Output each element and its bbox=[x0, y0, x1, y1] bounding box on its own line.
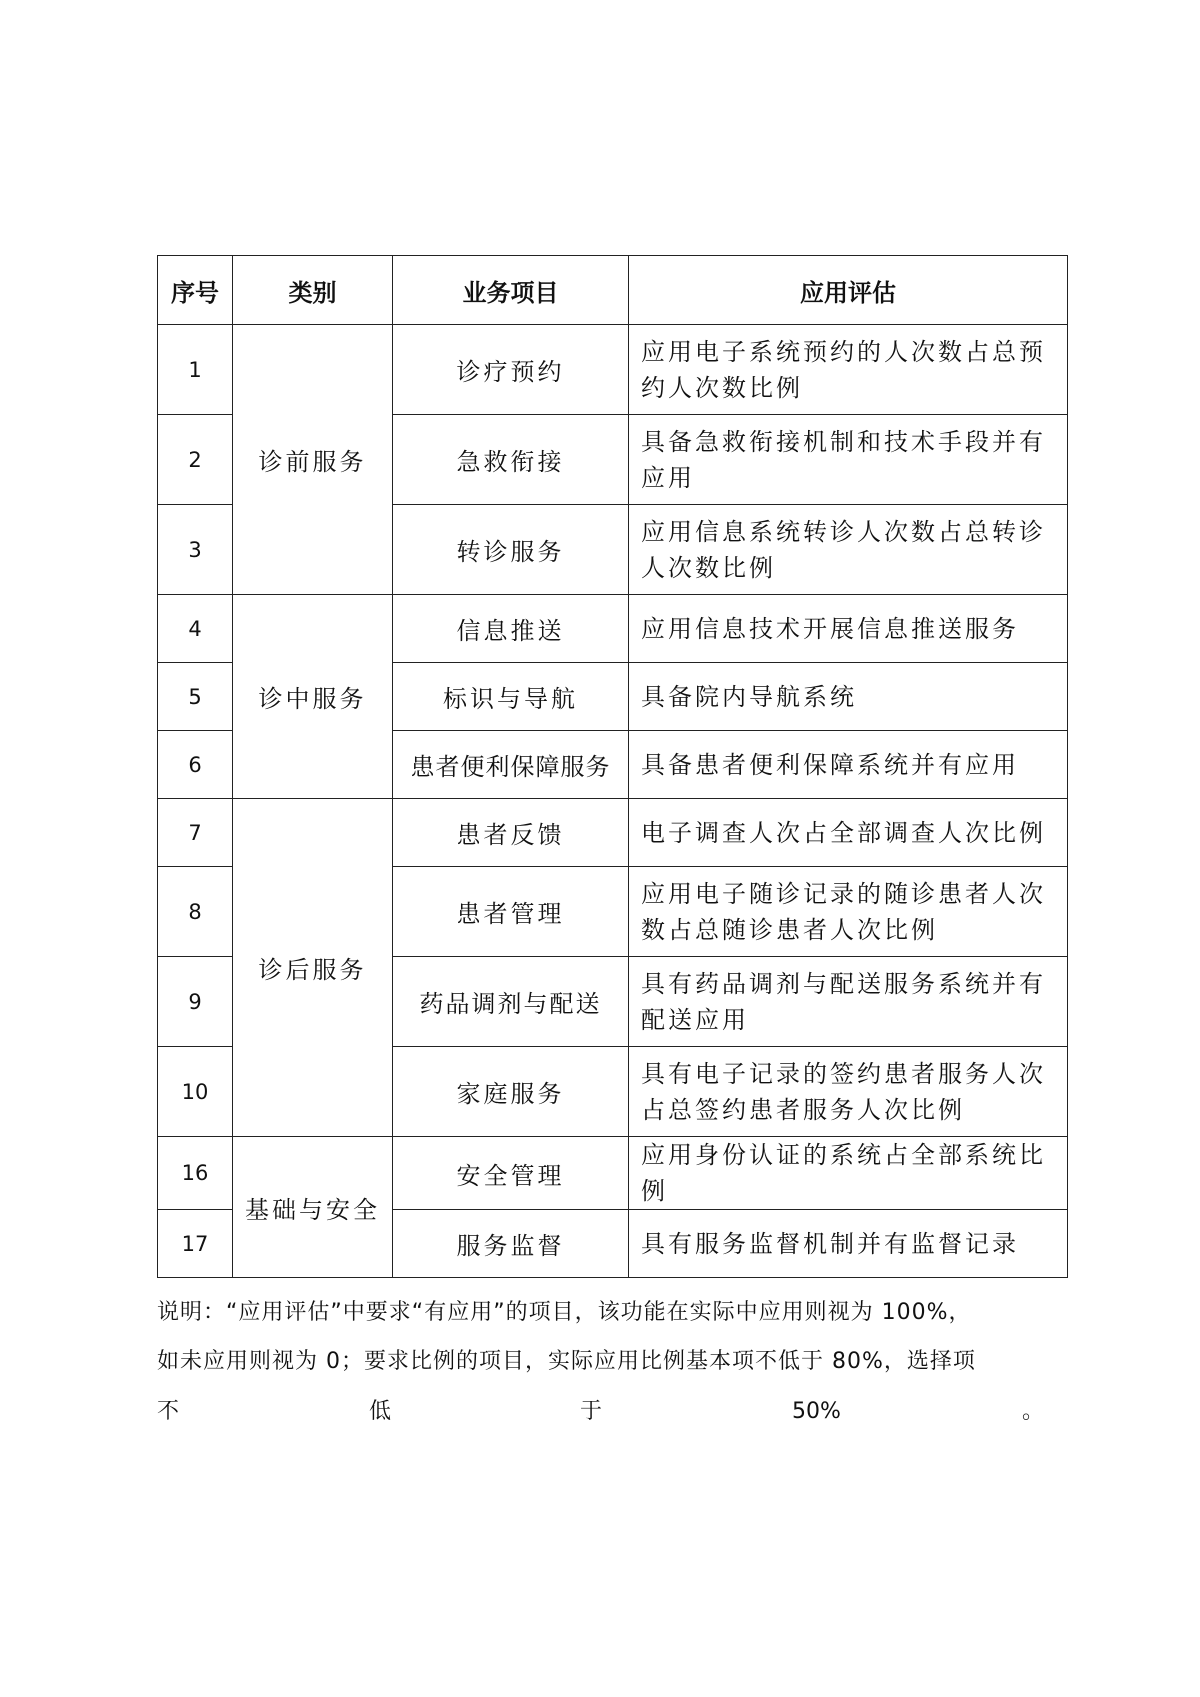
header-business-item: 业务项目 bbox=[393, 256, 629, 325]
header-serial-number: 序号 bbox=[158, 256, 233, 325]
evaluation-text: 具备急救衔接机制和技术手段并有应用 bbox=[629, 415, 1068, 505]
row-number: 3 bbox=[158, 505, 233, 595]
note-line-3-part: 不 bbox=[157, 1399, 180, 1424]
row-number: 16 bbox=[158, 1137, 233, 1210]
table-row bbox=[158, 1137, 1068, 1210]
table-header-row bbox=[158, 256, 1068, 325]
evaluation-text: 应用电子系统预约的人次数占总预约人次数比例 bbox=[629, 325, 1068, 415]
category-cell-pre-visit: 诊前服务 bbox=[233, 325, 393, 595]
note-line-3-part: 50% bbox=[792, 1399, 841, 1424]
note-line-3-part: 于 bbox=[580, 1399, 603, 1424]
business-item: 转诊服务 bbox=[393, 505, 629, 595]
business-item: 标识与导航 bbox=[393, 663, 629, 731]
table-row bbox=[158, 325, 1068, 415]
category-cell-in-visit: 诊中服务 bbox=[233, 595, 393, 799]
note-line-1: 说明：“应用评估”中要求“有应用”的项目，该功能在实际中应用则视为 100%， bbox=[157, 1300, 972, 1325]
category-cell-post-visit: 诊后服务 bbox=[233, 799, 393, 1137]
evaluation-text: 电子调查人次占全部调查人次比例 bbox=[629, 799, 1068, 867]
evaluation-text: 具有服务监督机制并有监督记录 bbox=[629, 1210, 1068, 1278]
row-number: 10 bbox=[158, 1047, 233, 1137]
row-number: 1 bbox=[158, 325, 233, 415]
row-number: 4 bbox=[158, 595, 233, 663]
header-category: 类别 bbox=[233, 256, 393, 325]
note-line-2: 如未应用则视为 0；要求比例的项目，实际应用比例基本项不低于 80%，选择项 bbox=[157, 1349, 976, 1374]
row-number: 6 bbox=[158, 731, 233, 799]
evaluation-text: 具备患者便利保障系统并有应用 bbox=[629, 731, 1068, 799]
row-number: 8 bbox=[158, 867, 233, 957]
table-row bbox=[158, 799, 1068, 867]
header-application-evaluation: 应用评估 bbox=[629, 256, 1068, 325]
business-item: 患者管理 bbox=[393, 867, 629, 957]
category-cell-foundation-security: 基础与安全 bbox=[233, 1137, 393, 1278]
row-number: 7 bbox=[158, 799, 233, 867]
evaluation-text: 具有电子记录的签约患者服务人次占总签约患者服务人次比例 bbox=[629, 1047, 1068, 1137]
note-line-3-part: 。 bbox=[1022, 1399, 1045, 1424]
row-number: 9 bbox=[158, 957, 233, 1047]
evaluation-text: 应用身份认证的系统占全部系统比例 bbox=[629, 1137, 1068, 1210]
business-item: 急救衔接 bbox=[393, 415, 629, 505]
evaluation-table bbox=[157, 255, 1068, 1278]
evaluation-text: 具备院内导航系统 bbox=[629, 663, 1068, 731]
row-number: 17 bbox=[158, 1210, 233, 1278]
business-item: 家庭服务 bbox=[393, 1047, 629, 1137]
evaluation-text: 具有药品调剂与配送服务系统并有配送应用 bbox=[629, 957, 1068, 1047]
business-item: 信息推送 bbox=[393, 595, 629, 663]
business-item: 药品调剂与配送 bbox=[393, 957, 629, 1047]
evaluation-text: 应用信息技术开展信息推送服务 bbox=[629, 595, 1068, 663]
note-line-3-part: 低 bbox=[369, 1399, 392, 1424]
row-number: 5 bbox=[158, 663, 233, 731]
business-item: 患者便利保障服务 bbox=[393, 731, 629, 799]
evaluation-text: 应用电子随诊记录的随诊患者人次数占总随诊患者人次比例 bbox=[629, 867, 1068, 957]
business-item: 服务监督 bbox=[393, 1210, 629, 1278]
business-item: 安全管理 bbox=[393, 1137, 629, 1210]
row-number: 2 bbox=[158, 415, 233, 505]
evaluation-text: 应用信息系统转诊人次数占总转诊人次数比例 bbox=[629, 505, 1068, 595]
business-item: 诊疗预约 bbox=[393, 325, 629, 415]
table-row bbox=[158, 595, 1068, 663]
business-item: 患者反馈 bbox=[393, 799, 629, 867]
